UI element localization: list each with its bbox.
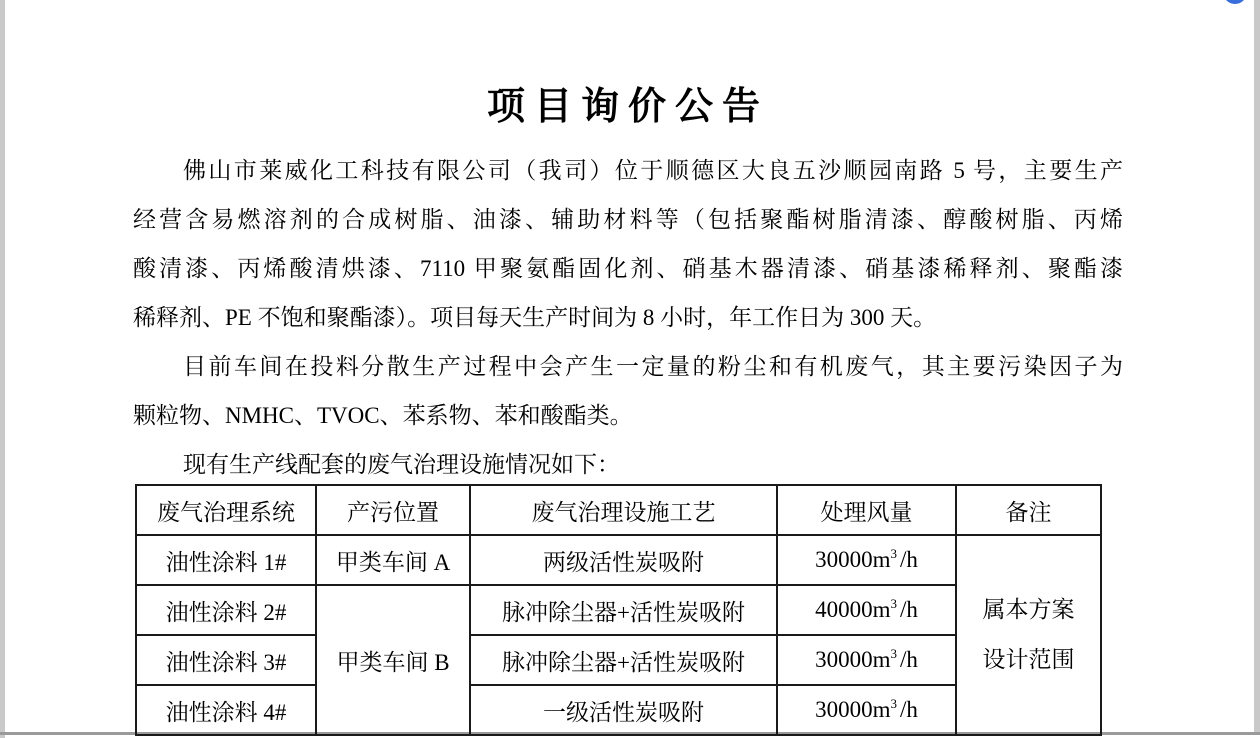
paragraph: [133, 342, 1123, 440]
cell-process: 一级活性炭吸附: [470, 685, 777, 735]
airflow-superscript: 3: [890, 596, 897, 612]
airflow-value: 30000m: [815, 547, 891, 572]
cell-system: 油性涂料 1#: [136, 535, 316, 585]
header-airflow: 处理风量: [777, 485, 956, 535]
cell-airflow: [777, 635, 956, 685]
paragraph-line: 经营含易燃溶剂的合成树脂、油漆、辅助材料等（包括聚酯树脂清漆、醇酸树脂、丙烯: [133, 207, 1123, 232]
remark-line: 属本方案: [982, 597, 1075, 622]
page-gutter-right: [1254, 0, 1260, 732]
airflow-superscript: 3: [890, 696, 897, 712]
paragraph-line: 目前车间在投料分散生产过程中会产生一定量的粉尘和有机废气，其主要污染因子为: [183, 354, 1123, 379]
airflow-superscript: 3: [890, 546, 897, 562]
airflow-value: 30000m: [815, 647, 891, 672]
cell-location-merged: 甲类车间 B: [316, 585, 470, 735]
cell-process: 脉冲除尘器+活性炭吸附: [470, 585, 777, 635]
floating-blue-badge-icon[interactable]: [1223, 0, 1247, 4]
paragraph: [133, 146, 1123, 342]
airflow-value: 30000m: [815, 697, 891, 722]
cell-process: 两级活性炭吸附: [470, 535, 777, 585]
header-remark: 备注: [956, 485, 1101, 535]
document-page: [133, 0, 1123, 736]
document-title: 项目询价公告: [486, 86, 769, 128]
airflow-unit: /h: [900, 547, 918, 572]
airflow-superscript: 3: [890, 646, 897, 662]
airflow-unit: /h: [900, 647, 918, 672]
cell-airflow: [777, 585, 956, 635]
table-header-row: [136, 485, 1101, 535]
document-body: [133, 146, 1123, 489]
cell-airflow: [777, 685, 956, 735]
paragraph-line: 佛山市莱威化工科技有限公司（我司）位于顺德区大良五沙顺园南路 5 号，主要生产: [183, 158, 1123, 183]
cell-system: 油性涂料 4#: [136, 685, 316, 735]
cell-location: 甲类车间 A: [316, 535, 470, 585]
cell-airflow: [777, 535, 956, 585]
airflow-unit: /h: [900, 597, 918, 622]
paragraph-line: 颗粒物、NMHC、TVOC、苯系物、苯和酸酯类。: [133, 403, 633, 428]
waste-gas-treatment-table: [135, 484, 1102, 736]
remark-line: 设计范围: [982, 647, 1075, 672]
header-system: 废气治理系统: [136, 485, 316, 535]
airflow-unit: /h: [900, 697, 918, 722]
airflow-value: 40000m: [815, 597, 891, 622]
header-process: 废气治理设施工艺: [470, 485, 777, 535]
paragraph-line: 稀释剂、PE 不饱和聚酯漆）。项目每天生产时间为 8 小时，年工作日为 300 天。: [133, 305, 937, 330]
cell-process: 脉冲除尘器+活性炭吸附: [470, 635, 777, 685]
cell-system: 油性涂料 3#: [136, 635, 316, 685]
page-gutter-left: [0, 0, 5, 738]
paragraph: [133, 440, 1123, 489]
header-location: 产污位置: [316, 485, 470, 535]
paragraph-line: 现有生产线配套的废气治理设施情况如下：: [183, 452, 620, 477]
cell-remark-merged: [956, 535, 1101, 735]
cell-system: 油性涂料 2#: [136, 585, 316, 635]
table-row: [136, 535, 1101, 585]
paragraph-line: 酸清漆、丙烯酸清烘漆、7110 甲聚氨酯固化剂、硝基木器清漆、硝基漆稀释剂、聚酯漆: [133, 256, 1123, 281]
